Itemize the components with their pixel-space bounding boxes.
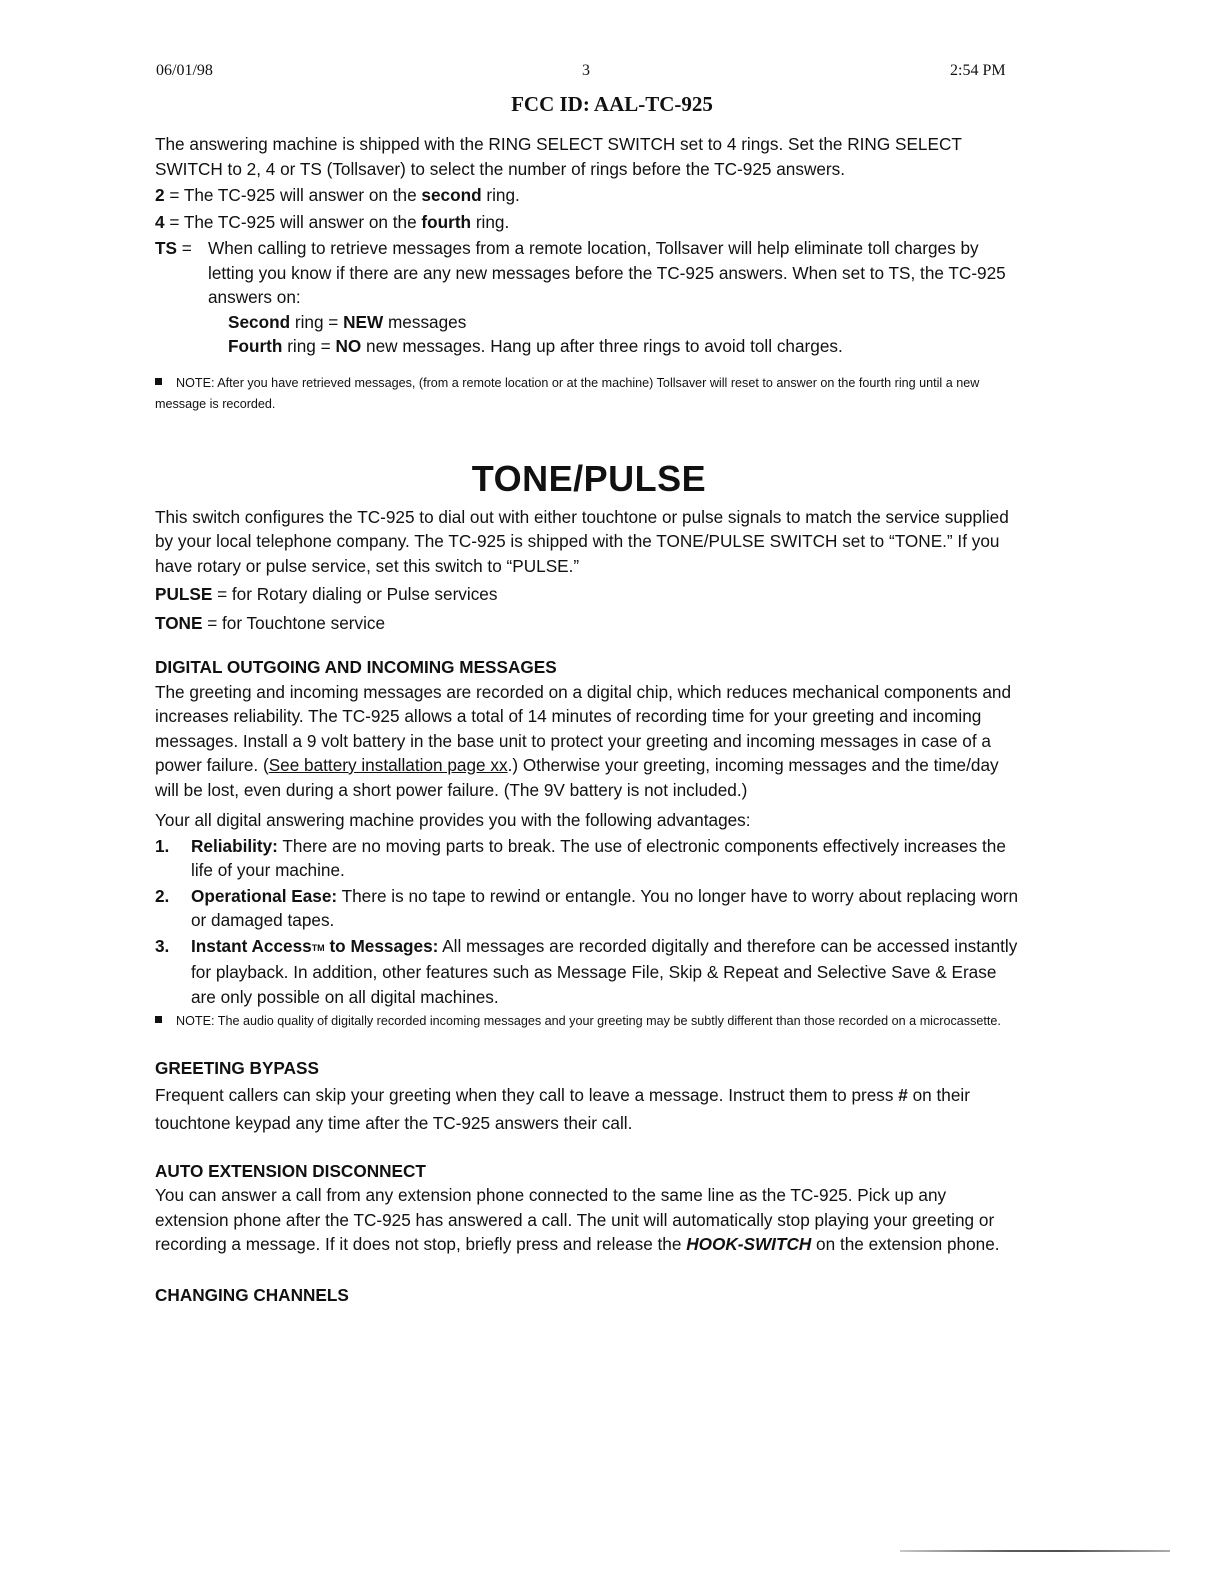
ring-four-text: = The TC-925 will answer on the — [169, 211, 422, 232]
pulse-option: PULSE = for Rotary dialing or Pulse services — [155, 584, 498, 604]
fcc-id-title: FCC ID: AAL-TC-925 — [511, 92, 713, 116]
ring-four-bold: fourth — [421, 211, 472, 232]
ts-fourth-ring: Fourth ring = NO new messages. Hang up after three rings to avoid toll charges. — [228, 336, 843, 356]
header-date: 06/01/98 — [156, 62, 213, 79]
tone-pulse-title: TONE/PULSE — [471, 457, 707, 499]
ring-two-key: 2 — [155, 185, 165, 205]
advantage-item: 3. Instant AccessTM to Messages: All messages are recorded digitally and therefore can be accessed instantly for playback. In addition, other features such as Message File, Skip & Repeat and Selective Save & Erase are only possible on all digital machines. — [155, 935, 1018, 1007]
header-time: 2:54 PM — [950, 62, 1006, 79]
advantages-intro: Your all digital answering machine provides you with the following advantages: — [155, 810, 751, 830]
auto-extension-body: You can answer a call from any extension phone connected to the same line as the TC-925. Pick up any extension phone after the TC-925 has answered a call. The unit will automatically stop playing your greeting or recording a message. If it does not stop, briefly press and release the HOOK-SWITCH on the extension phone. — [155, 1185, 1000, 1254]
ts-description: When calling to retrieve messages from a remote location, Tollsaver will help eliminate toll charges by letting you know if there are any new messages before the TC-925 answers. When set to TS, the TC-925 answers on: — [208, 238, 1006, 307]
changing-channels-heading: CHANGING CHANNELS — [155, 1284, 349, 1305]
bullet-square-icon — [155, 1016, 162, 1023]
advantage-item: 2. Operational Ease: There is no tape to rewind or entangle. You no longer have to worry about replacing worn or damaged tapes. — [155, 885, 1019, 930]
ring-four-key: 4 — [155, 211, 165, 232]
battery-installation-link[interactable]: See battery installation page xx — [268, 755, 508, 775]
tone-option: TONE = for Touchtone service — [155, 612, 386, 633]
scan-artifact-line — [900, 1550, 1170, 1552]
tone-pulse-body: This switch configures the TC-925 to dial out with either touchtone or pulse signals to match the service supplied by your local telephone company. The TC-925 is shipped with the TONE/PULSE SWITCH set to “TONE.” If you have rotary or pulse service, set this switch to “PULSE.” — [155, 506, 1009, 576]
hash-key: # — [898, 1084, 908, 1105]
digital-messages-heading: DIGITAL OUTGOING AND INCOMING MESSAGES — [155, 657, 557, 677]
ring-option-four — [155, 210, 1023, 235]
ring-two-text: = The TC-925 will answer on the — [169, 185, 422, 205]
audio-quality-note: NOTE: The audio quality of digitally recorded incoming messages and your greeting may be subtly different than those recorded on a microcassette. — [155, 1011, 1023, 1032]
trademark-mark: TM — [311, 942, 325, 953]
hook-switch-label: HOOK-SWITCH — [686, 1234, 812, 1254]
ts-second-ring: Second ring = NEW messages — [228, 311, 467, 332]
document-body — [155, 132, 1023, 1307]
header-page-number: 3 — [582, 62, 590, 79]
greeting-bypass-body: Frequent callers can skip your greeting when they call to leave a message. Instruct them to press # on their touchtone keypad any time after the TC-925 answers their call. — [155, 1084, 970, 1133]
digital-messages-body: The greeting and incoming messages are recorded on a digital chip, which reduces mechanical components and increases reliability. The TC-925 allows a total of 14 minutes of recording time for your greeting and incoming messages. Install a 9 volt battery in the base unit to protect your greeting and incoming messages in case of a power failure. (See battery installation page xx.) Otherwise your greeting, incoming messages and the time/day will be lost, even during a short power failure. (The 9V battery is not included.) — [155, 681, 1012, 800]
tollsaver-note: NOTE: After you have retrieved messages, (from a remote location or at the machine) Tollsaver will reset to answer on the fourth ring until a new message is recorded. — [155, 375, 980, 411]
advantage-item: 1. Reliability: There are no moving parts to break. The use of electronic components effectively increases the life of your machine. — [155, 835, 1006, 880]
ring-two-bold: second — [421, 185, 482, 205]
ts-key: TS — [155, 238, 177, 258]
ring-four-post: ring. — [471, 211, 510, 232]
auto-extension-heading: AUTO EXTENSION DISCONNECT — [155, 1160, 426, 1181]
greeting-bypass-heading: GREETING BYPASS — [155, 1058, 319, 1078]
ring-two-post: ring. — [481, 185, 520, 205]
bullet-square-icon — [155, 378, 162, 385]
ring-option-ts: TS = When calling to retrieve messages from a remote location, Tollsaver will help eliminate toll charges by letting you know if there are any new messages before the TC-925 answers. When set to TS, the TC-925 answers on: Second ring = NEW messages Fourth ring = NO new messages. Hang up after three rings to avoid toll charges. — [155, 236, 1023, 359]
ring-select-intro: The answering machine is shipped with the RING SELECT SWITCH set to 4 rings. Set the RING SELECT SWITCH to 2, 4 or TS (Tollsaver) to select the number of rings before the TC-925 answers. — [155, 134, 962, 179]
ring-option-two — [155, 183, 1023, 208]
